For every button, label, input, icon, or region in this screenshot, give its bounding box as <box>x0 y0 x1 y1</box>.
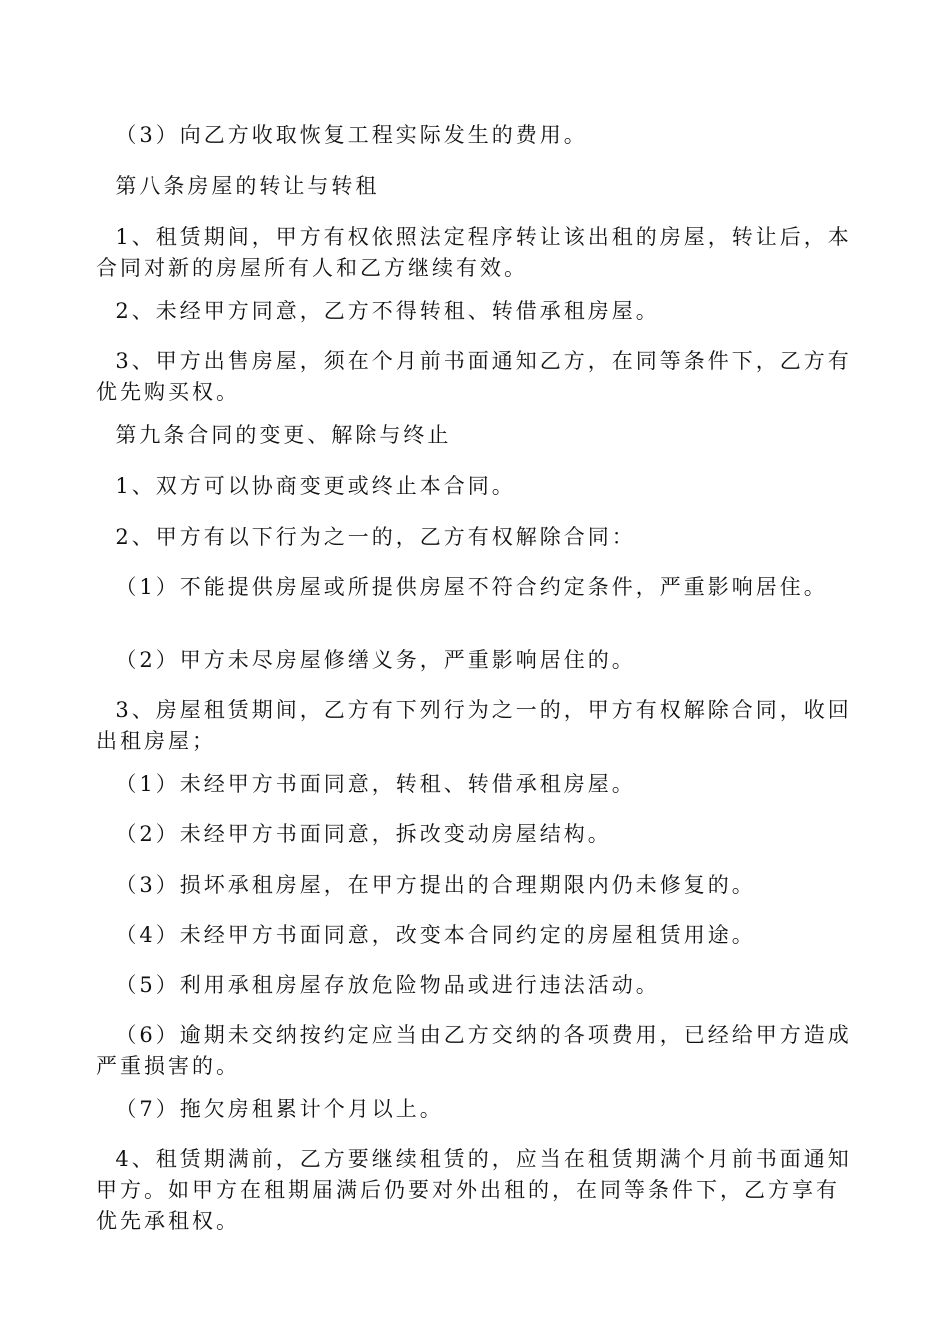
paragraph-article-8-item-3: 3、甲方出售房屋，须在个月前书面通知乙方，在同等条件下，乙方有优先购买权。 <box>96 349 852 404</box>
paragraph-article-9-item-2-sub-1: （1）不能提供房屋或所提供房屋不符合约定条件，严重影响居住。 <box>96 575 828 599</box>
paragraph-article-9-item-3-sub-4: （4）未经甲方书面同意，改变本合同约定的房屋租赁用途。 <box>96 923 756 947</box>
paragraph-article-9-item-3-sub-3: （3）损坏承租房屋，在甲方提出的合理期限内仍未修复的。 <box>96 873 756 897</box>
paragraph-article-9-item-2: 2、甲方有以下行为之一的，乙方有权解除合同： <box>96 525 636 549</box>
heading-article-9: 第九条合同的变更、解除与终止 <box>96 423 452 447</box>
paragraph-article-9-item-3-sub-5: （5）利用承租房屋存放危险物品或进行违法活动。 <box>96 973 660 997</box>
paragraph-article-9-item-2-sub-2: （2）甲方未尽房屋修缮义务，严重影响居住的。 <box>96 648 636 672</box>
paragraph-article-9-item-3: 3、房屋租赁期间，乙方有下列行为之一的，甲方有权解除合同，收回出租房屋； <box>96 698 852 753</box>
paragraph-article-9-item-3-sub-2: （2）未经甲方书面同意，拆改变动房屋结构。 <box>96 822 612 846</box>
paragraph-clause-7-item-3: （3）向乙方收取恢复工程实际发生的费用。 <box>96 123 588 147</box>
paragraph-article-9-item-3-sub-1: （1）未经甲方书面同意，转租、转借承租房屋。 <box>96 772 636 796</box>
heading-article-8: 第八条房屋的转让与转租 <box>96 174 380 198</box>
paragraph-article-8-item-2: 2、未经甲方同意，乙方不得转租、转借承租房屋。 <box>96 299 660 323</box>
paragraph-article-8-item-1: 1、租赁期间，甲方有权依照法定程序转让该出租的房屋，转让后，本合同对新的房屋所有人和乙方继续有效。 <box>96 225 852 280</box>
paragraph-article-9-item-3-sub-6: （6）逾期未交纳按约定应当由乙方交纳的各项费用，已经给甲方造成严重损害的。 <box>96 1023 852 1078</box>
paragraph-article-9-item-3-sub-7: （7）拖欠房租累计个月以上。 <box>96 1097 444 1121</box>
paragraph-article-9-item-1: 1、双方可以协商变更或终止本合同。 <box>96 474 516 498</box>
paragraph-article-9-item-4: 4、租赁期满前，乙方要继续租赁的，应当在租赁期满个月前书面通知甲方。如甲方在租期届满后仍要对外出租的，在同等条件下，乙方享有优先承租权。 <box>96 1147 852 1233</box>
